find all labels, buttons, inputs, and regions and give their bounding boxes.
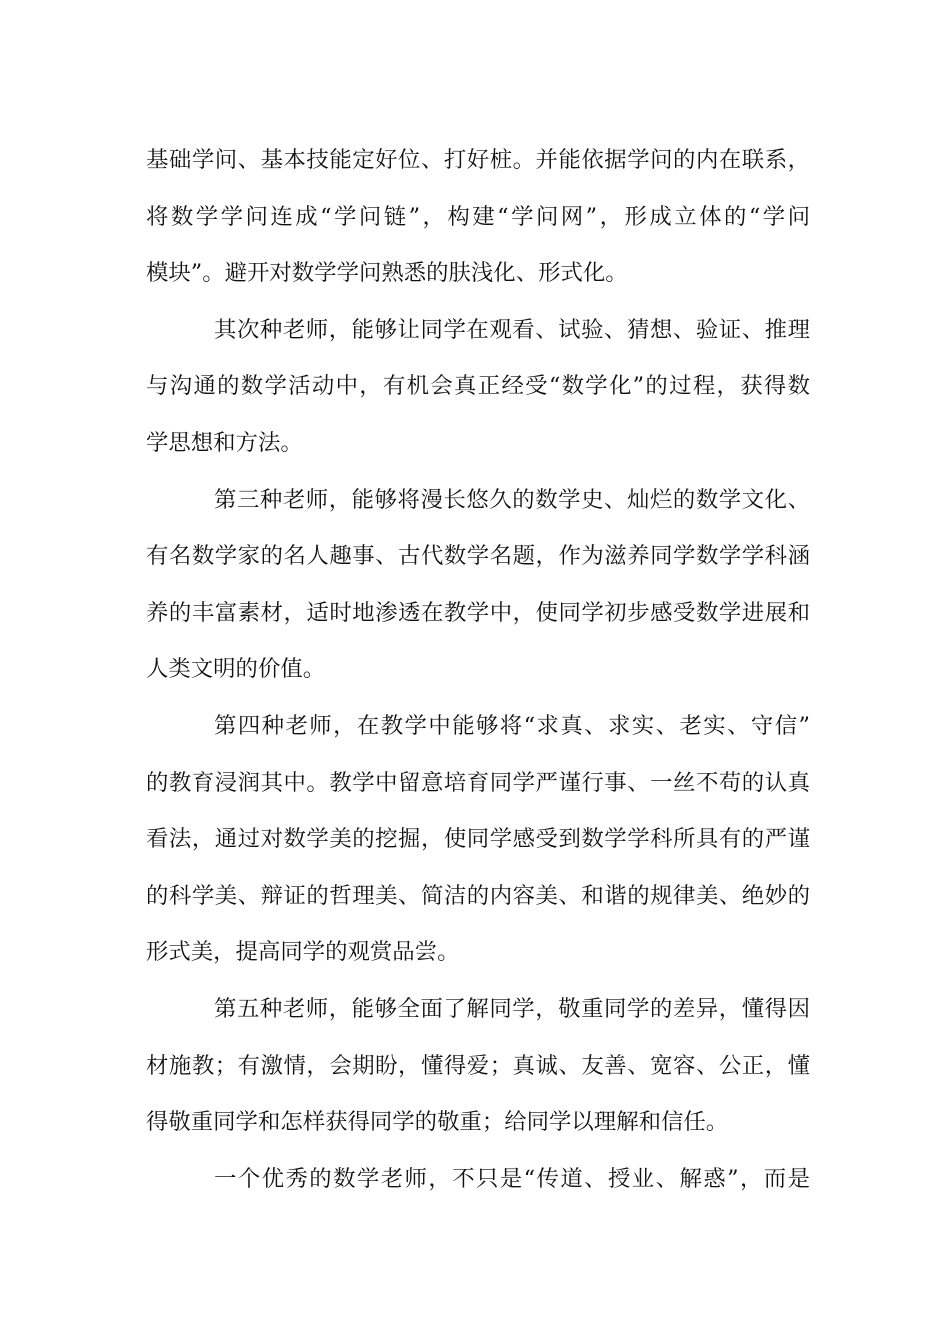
paragraph-first-line: 一个优秀的数学老师，不只是“传道、授业、解惑”，而是 [214,1165,810,1192]
text-line: 学思想和方法。 [146,429,303,456]
text-line: 人类文明的价值。 [146,656,326,683]
paragraph-first-line: 第五种老师，能够全面了解同学，敬重同学的差异，懂得因 [214,995,810,1022]
text-line: 与沟通的数学活动中，有机会真正经受“数学化”的过程，获得数 [146,373,810,400]
text-line: 有名数学家的名人趣事、古代数学名题，作为滋养同学数学学科涵 [146,543,810,570]
text-line: 材施教；有激情，会期盼，懂得爱；真诚、友善、宽容、公正，懂 [146,1052,810,1079]
text-line: 基础学问、基本技能定好位、打好桩。并能依据学问的内在联系， [146,147,810,173]
paragraph-first-line: 第三种老师，能够将漫长悠久的数学史、灿烂的数学文化、 [214,486,810,513]
text-line: 的科学美、辩证的哲理美、简洁的内容美、和谐的规律美、绝妙的 [146,882,810,909]
text-line: 将数学学问连成“学问链”，构建“学问网”，形成立体的“学问 [146,203,810,230]
text-line: 形式美，提高同学的观赏品尝。 [146,939,460,966]
text-line: 养的丰富素材，适时地渗透在教学中，使同学初步感受数学进展和 [146,599,810,626]
text-line: 得敬重同学和怎样获得同学的敬重；给同学以理解和信任。 [146,1109,729,1136]
paragraph-first-line: 第四种老师，在教学中能够将“求真、求实、老实、守信” [214,712,810,739]
text-line: 模块”。避开对数学学问熟悉的肤浅化、形式化。 [146,260,628,287]
paragraph-first-line: 其次种老师，能够让同学在观看、试验、猜想、验证、推理 [214,316,810,343]
body-text [146,132,810,1207]
text-line: 的教育浸润其中。教学中留意培育同学严谨行事、一丝不苟的认真 [146,769,810,796]
text-line: 看法，通过对数学美的挖掘，使同学感受到数学学科所具有的严谨 [146,826,810,853]
